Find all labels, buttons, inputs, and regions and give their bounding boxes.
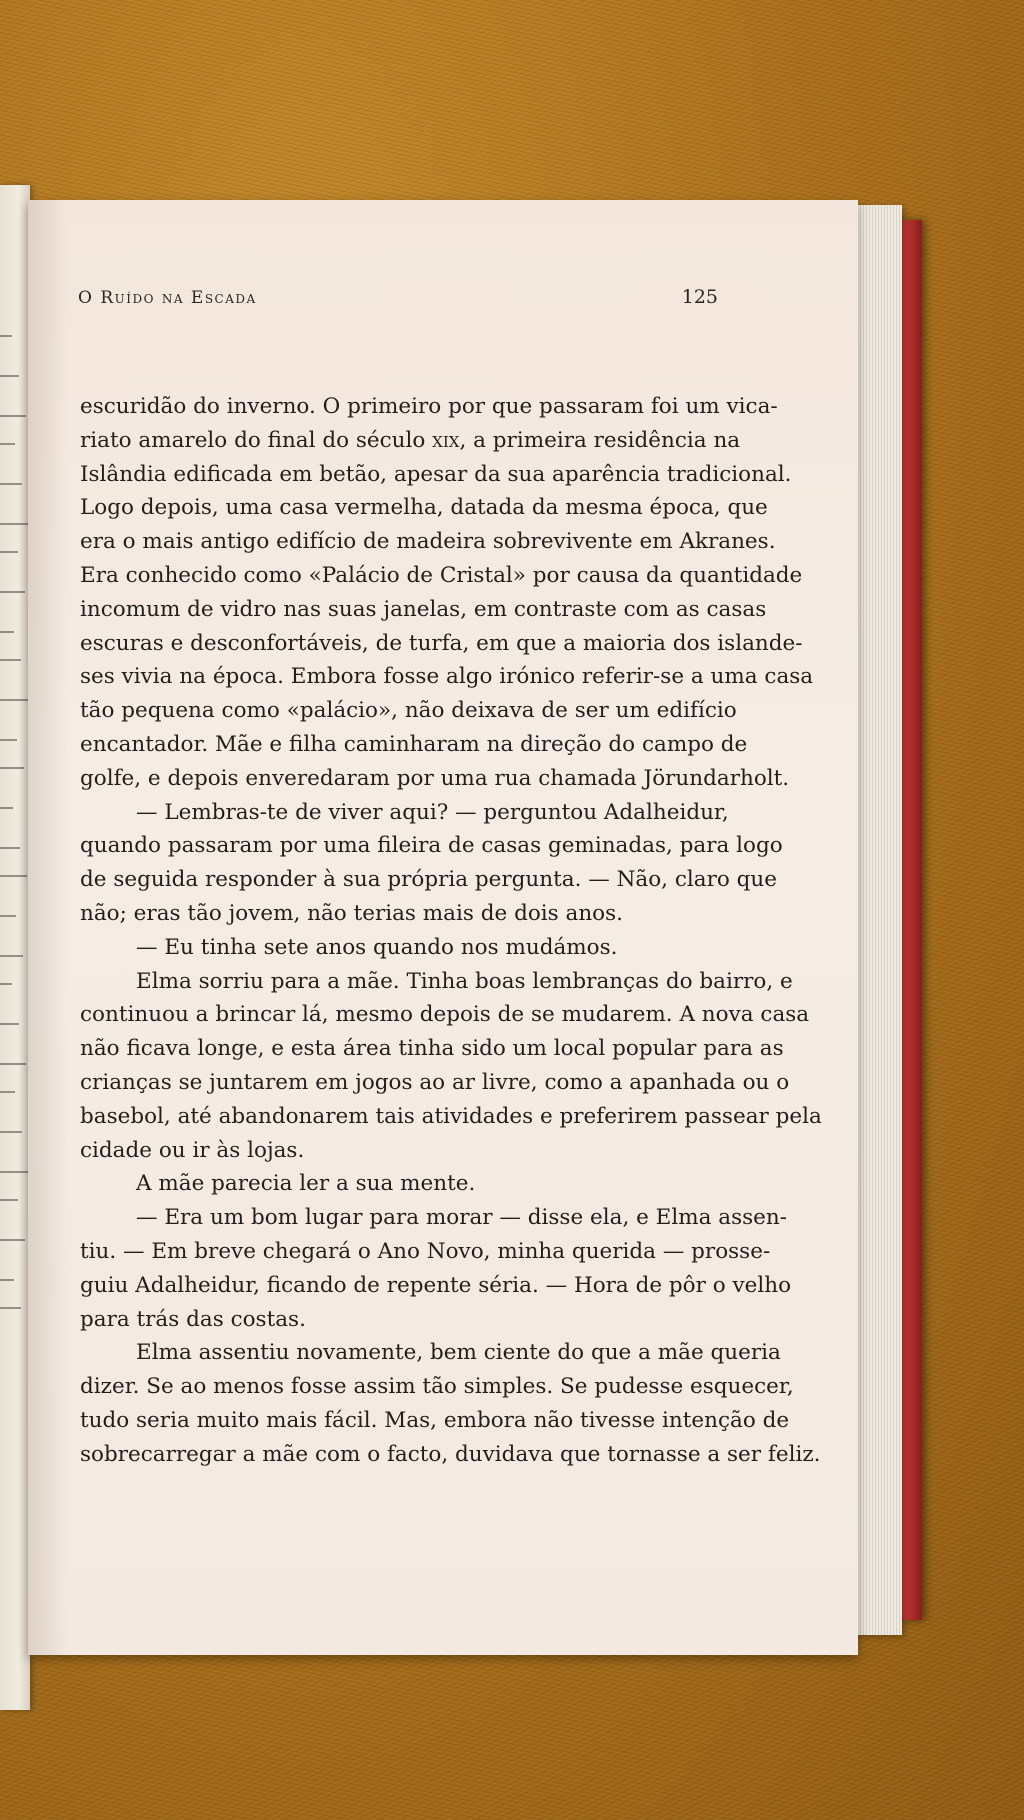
text-line: encantador. Mãe e filha caminharam na direção do campo de [80, 731, 748, 757]
text-line: sobrecarregar a mãe com o facto, duvidava que tornasse a ser feliz. [80, 1441, 821, 1467]
left-page-text-fragment [0, 1279, 14, 1281]
left-page-text-fragment [0, 1171, 29, 1173]
text-line: — Era um bom lugar para morar — disse ela, e Elma assen- [136, 1205, 787, 1231]
left-page-text-fragment [0, 1199, 18, 1201]
page-number: 125 [681, 286, 718, 308]
text-line: incomum de vidro nas suas janelas, em contraste com as casas [80, 596, 767, 622]
left-page-text-fragment [0, 1091, 15, 1093]
text-line: quando passaram por uma fileira de casas geminadas, para logo [80, 833, 783, 859]
left-page-text-fragment [0, 659, 21, 661]
left-page-text-fragment [0, 955, 23, 957]
text-line: não; eras tão jovem, não terias mais de dois anos. [80, 900, 623, 926]
left-page-text-fragment [0, 875, 27, 877]
text-line: — Lembras-te de viver aqui? — perguntou Adalheidur, [136, 799, 729, 825]
left-page-text-fragment [0, 335, 12, 337]
text-line: Elma assentiu novamente, bem ciente do que a mãe queria [136, 1340, 781, 1366]
roman-numeral: xix [432, 427, 460, 453]
text-line: tudo seria muito mais fácil. Mas, embora não tivesse intenção de [80, 1407, 790, 1433]
left-page-text-fragment [0, 483, 22, 485]
left-page-text-fragment [0, 415, 26, 417]
text-line: era o mais antigo edifício de madeira sobrevivente em Akranes. [80, 529, 776, 555]
left-page-text-fragment [0, 847, 20, 849]
text-line: tão pequena como «palácio», não deixava de ser um edifício [80, 698, 737, 724]
text-line: crianças se juntarem em jogos ao ar livre, como a apanhada ou o [80, 1069, 790, 1095]
left-page-text-fragment [0, 767, 24, 769]
text-line: cidade ou ir às lojas. [80, 1137, 305, 1163]
text-line: A mãe parecia ler a sua mente. [136, 1171, 476, 1197]
text-line: golfe, e depois enveredaram por uma rua chamada Jörundarholt. [80, 765, 790, 791]
left-page-text-fragment [0, 983, 12, 985]
left-page-text-fragment [0, 1307, 21, 1309]
text-line: escuridão do inverno. O primeiro por que passaram foi um vica- [80, 394, 778, 419]
running-head: O Ruído na Escada [78, 288, 257, 308]
text-line: continuou a brincar lá, mesmo depois de se mudarem. A nova casa [80, 1002, 810, 1028]
text-line: dizer. Se ao menos fosse assim tão simples. Se pudesse esquecer, [80, 1374, 794, 1400]
text-line: tiu. — Em breve chegará o Ano Novo, minha querida — prosse- [80, 1238, 771, 1264]
left-page-text-fragment [0, 591, 25, 593]
text-line: Era conhecido como «Palácio de Cristal» por causa da quantidade [80, 562, 803, 588]
text-line: não ficava longe, e esta área tinha sido um local popular para as [80, 1036, 784, 1062]
text-line: Logo depois, uma casa vermelha, datada da mesma época, que [80, 495, 768, 521]
left-page-text-fragment [0, 915, 16, 917]
text-line: ses vivia na época. Embora fosse algo irónico referir-se a uma casa [80, 664, 814, 690]
body-text [80, 390, 822, 1472]
left-page-text-fragment [0, 375, 19, 377]
text-line: para trás das costas. [80, 1306, 306, 1332]
left-page-text-fragment [0, 523, 29, 525]
left-page-text-fragment [0, 1131, 22, 1133]
left-page-text-fragment [0, 1239, 25, 1241]
text-line: Islândia edificada em betão, apesar da sua aparência tradicional. [80, 461, 792, 487]
left-page-text-fragment [0, 1063, 26, 1065]
left-page-text-fragment [0, 631, 14, 633]
text-line: de seguida responder à sua própria pergunta. — Não, claro que [80, 867, 777, 893]
left-page-edge [0, 185, 30, 1710]
left-page-text-fragment [0, 807, 13, 809]
book-page [28, 200, 858, 1655]
left-page-text-fragment [0, 739, 17, 741]
left-page-text-fragment [0, 551, 18, 553]
text-line: basebol, até abandonarem tais atividades e preferirem passear pela [80, 1103, 822, 1129]
text-line: — Eu tinha sete anos quando nos mudámos. [136, 934, 618, 960]
left-page-text-fragment [0, 699, 28, 701]
text-line: riato amarelo do final do século xix, a primeira residência na [80, 427, 741, 453]
left-page-text-fragment [0, 443, 15, 445]
text-line: guiu Adalheidur, ficando de repente séria. — Hora de pôr o velho [80, 1272, 792, 1298]
text-line: escuras e desconfortáveis, de turfa, em que a maioria dos islande- [80, 630, 803, 656]
text-line: Elma sorriu para a mãe. Tinha boas lembranças do bairro, e [136, 968, 793, 994]
left-page-text-fragment [0, 1023, 19, 1025]
